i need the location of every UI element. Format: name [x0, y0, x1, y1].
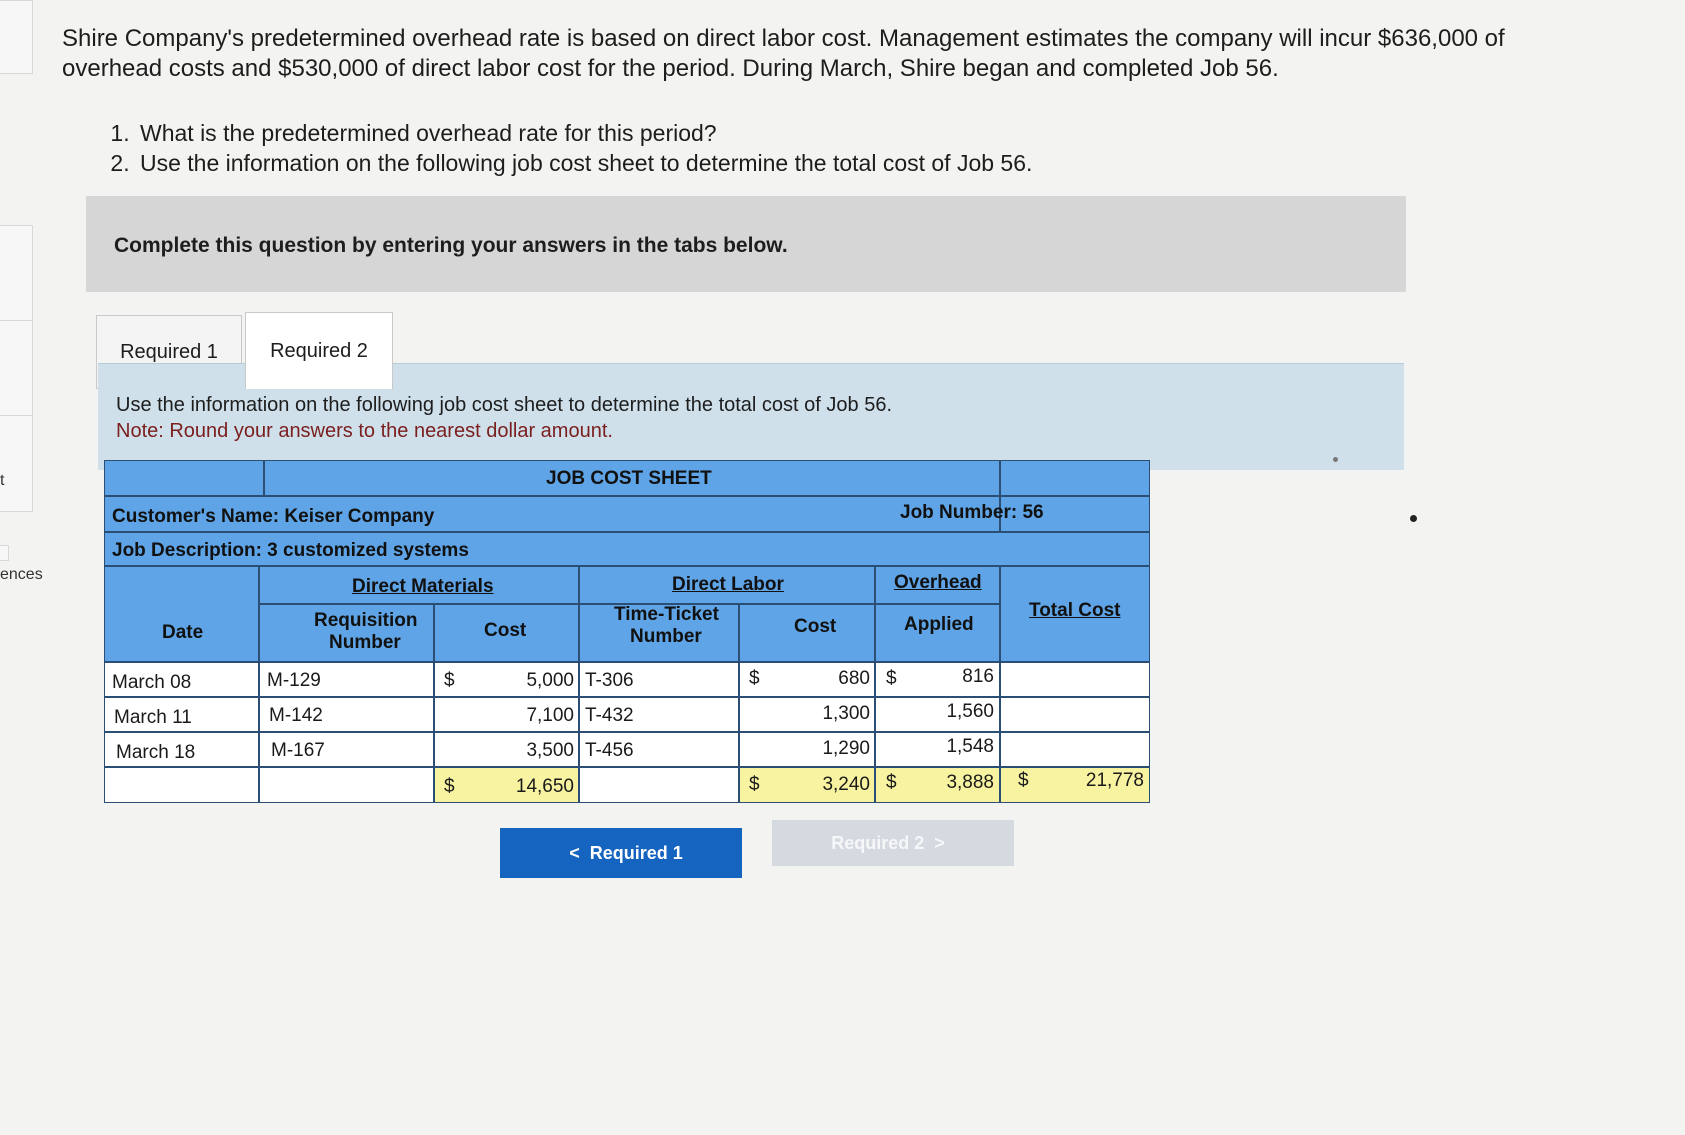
row-date: March 08 [112, 672, 192, 693]
header-dl-cost-label: Cost [794, 616, 837, 637]
rail-box[interactable] [0, 320, 33, 417]
previous-tab-button[interactable] [500, 828, 742, 878]
rail-box[interactable] [0, 545, 9, 561]
customer-name: Customer's Name: Keiser Company [112, 506, 435, 527]
rail-box[interactable] [0, 415, 33, 512]
rail-label-fragment: t [0, 472, 5, 489]
instruction-note: Note: Round your answers to the nearest dollar amount. [116, 420, 613, 442]
problem-intro: Shire Company's predetermined overhead rate is based on direct labor cost. Management estimates the company will incur $636,000 of overhead costs and $530,000 of direct labor cost for the period. During March, Shire began and completed Job 56. [62, 25, 1505, 82]
header-date [104, 566, 259, 662]
header-req-line2: Number [329, 632, 401, 653]
job-description: Job Description: 3 customized systems [112, 540, 469, 561]
sheet-cell [1000, 460, 1150, 496]
header-tt-line1: Time-Ticket [614, 604, 719, 625]
cell-total [1000, 697, 1150, 732]
group-total-label: Total Cost [1029, 600, 1121, 621]
total-cost-currency: $ [1018, 770, 1029, 791]
rail-box[interactable] [0, 0, 33, 74]
group-materials-label: Direct Materials [352, 576, 494, 597]
row-overhead: 1,560 [946, 701, 994, 722]
question-item: 1. What is the predetermined overhead rate for this period? [136, 118, 1032, 148]
total-dm-currency: $ [444, 776, 455, 797]
row-dm-cost: 3,500 [526, 740, 574, 761]
row-time-ticket: T-432 [585, 705, 634, 726]
total-dm-value: 14,650 [515, 776, 574, 797]
cell-total [1000, 732, 1150, 767]
decorative-dot [1333, 457, 1338, 462]
cell-requisition [259, 767, 434, 803]
header-req-line1: Requisition [314, 610, 418, 631]
total-overhead-currency: $ [886, 772, 897, 793]
instructions-banner [86, 196, 1406, 292]
row-dl-cost: 1,290 [822, 738, 870, 759]
tab-required-1[interactable]: Required 1 [96, 315, 242, 389]
cell-total [1000, 662, 1150, 697]
cell-date [104, 767, 259, 803]
header-applied-label: Applied [904, 614, 974, 635]
sheet-cell [104, 460, 264, 496]
previous-tab-label: Required 1 [589, 842, 683, 863]
rail-box[interactable] [0, 225, 33, 322]
row-requisition: M-167 [271, 740, 325, 761]
chevron-left-icon: < [569, 842, 580, 863]
total-cost-value: 21,778 [1085, 770, 1144, 791]
tab-required-2[interactable]: Required 2 [245, 312, 393, 389]
row-dm-currency: $ [444, 670, 455, 691]
job-number: Job Number: 56 [900, 502, 1044, 523]
row-overhead: 1,548 [946, 736, 994, 757]
header-dm-cost-label: Cost [484, 620, 527, 641]
row-requisition: M-129 [267, 670, 321, 691]
next-tab-button[interactable] [772, 820, 1014, 866]
cell-time-ticket [579, 767, 739, 803]
question-list [100, 118, 1032, 178]
row-date: March 18 [116, 742, 196, 763]
row-time-ticket: T-456 [585, 740, 634, 761]
banner-text: Complete this question by entering your answers in the tabs below. [114, 234, 788, 257]
row-time-ticket: T-306 [585, 670, 634, 691]
total-overhead-value: 3,888 [946, 772, 994, 793]
row-dm-cost: 7,100 [526, 705, 574, 726]
question-item: 2. Use the information on the following job cost sheet to determine the total cost of Job 56. [136, 148, 1032, 178]
group-overhead-label: Overhead [894, 572, 982, 593]
decorative-dot [1410, 515, 1417, 522]
left-rail [0, 0, 42, 1135]
row-overhead-currency: $ [886, 668, 897, 689]
total-dl-value: 3,240 [822, 774, 870, 795]
header-tt-line2: Number [630, 626, 702, 647]
header-date-label: Date [162, 622, 204, 643]
sheet-title: JOB COST SHEET [546, 468, 712, 489]
row-dm-cost: 5,000 [526, 670, 574, 691]
row-dl-cost: 680 [838, 668, 870, 689]
next-tab-label: Required 2 [831, 832, 925, 853]
instruction-text: Use the information on the following job cost sheet to determine the total cost of Job 56. [116, 394, 893, 416]
group-labor-label: Direct Labor [672, 574, 784, 595]
row-requisition: M-142 [269, 705, 323, 726]
job-cost-sheet [104, 460, 1150, 830]
chevron-right-icon: > [934, 832, 945, 853]
rail-label-fragment[interactable]: ences [0, 566, 43, 583]
row-date: March 11 [114, 707, 192, 728]
row-overhead: 816 [962, 666, 994, 687]
row-dl-currency: $ [749, 668, 760, 689]
row-dl-cost: 1,300 [822, 703, 870, 724]
total-dl-currency: $ [749, 774, 760, 795]
